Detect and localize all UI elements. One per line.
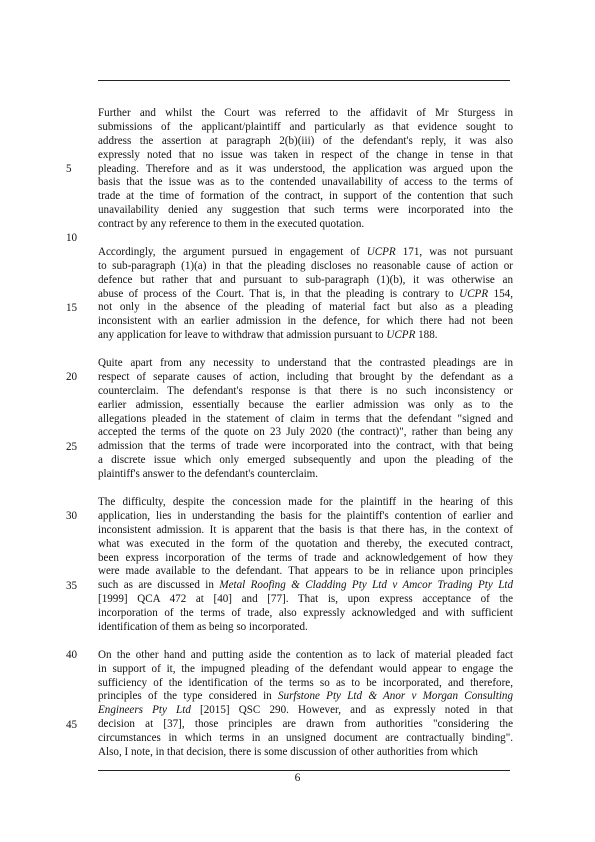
text-line: to sub-paragraph (1)(a) in that the pleading discloses no reasonable cause of action or <box>98 259 513 272</box>
judgment-body <box>98 107 513 760</box>
text-line: any application for leave to withdraw that admission pursuant to UCPR 188. <box>98 329 438 342</box>
paragraph <box>98 496 513 635</box>
text-line: Further and whilst the Court was referred to the affidavit of Mr Sturgess in <box>98 107 513 119</box>
text-line: Quite apart from any necessity to understand that the contrasted pleadings are in <box>98 357 513 370</box>
text-line: been express incorporation of the terms of trade and acknowledgement of how they <box>98 551 513 564</box>
paragraph <box>98 246 513 343</box>
paragraph <box>98 649 513 760</box>
text-line: sufficiency of the identification of the terms so as to be incorporated, and therefore, <box>98 676 513 689</box>
header-rule <box>98 80 510 81</box>
text-line: address the assertion at paragraph 2(b)(iii) of the defendant's reply, it was also <box>98 134 513 147</box>
text-line: such as are discussed in Metal Roofing & Cladding Pty Ltd v Amcor Trading Pty Ltd <box>98 579 514 592</box>
text-line: trade at the time of formation of the contract, in support of the contention that such <box>98 190 513 203</box>
footer-rule <box>98 770 510 771</box>
paragraph <box>98 107 513 232</box>
text-line: allegations pleaded in the statement of claim in terms that the defendant "signed and <box>98 412 513 425</box>
line-number: 45 <box>66 718 78 731</box>
line-number: 40 <box>66 649 78 662</box>
text-line: On the other hand and putting aside the contention as to lack of material pleaded fact <box>98 648 513 661</box>
text-line: circumstances in which terms in an unsigned document are contractually binding". <box>98 732 513 745</box>
text-line: basis that the issue was as to the contended unavailability of access to the terms of <box>98 176 513 189</box>
text-line: principles of the type considered in Surfstone Pty Ltd & Anor v Morgan Consulting <box>98 690 514 703</box>
text-line: inconsistent admission. It is apparent that the basis is that there has, in the context of <box>98 523 513 536</box>
text-line: defence but rather that and pursuant to sub-paragraph (1)(b), it was otherwise an <box>98 273 513 286</box>
line-number: 15 <box>66 301 78 314</box>
text-line: not only in the absence of the pleading of material fact but also as a pleading <box>98 301 513 314</box>
text-line: abuse of process of the Court. That is, in that the pleading is contrary to UCPR 154, <box>98 287 513 300</box>
text-line: expressly noted that no issue was taken in respect of the change in tense in that <box>98 148 513 161</box>
text-line: what was executed in the form of the quotation and thereby, the executed contract, <box>98 537 513 550</box>
text-line: respect of separate causes of action, including that brought by the defendant as a <box>98 370 513 383</box>
text-line: [1999] QCA 472 at [40] and [77]. That is, upon express acceptance of the <box>98 593 513 606</box>
paragraph <box>98 357 513 482</box>
text-line: inconsistent with an earlier admission in the defence, for which there had not been <box>98 315 513 328</box>
text-line: a discrete issue which only emerged subsequently and upon the pleading of the <box>98 454 513 467</box>
text-line: decision at [37], those principles are drawn from authorities "considering the <box>98 718 513 731</box>
text-line: Engineers Pty Ltd [2015] QSC 290. However, and as expressly noted in that <box>98 704 513 717</box>
line-number: 10 <box>66 232 78 245</box>
text-line: earlier admission, essentially because the earlier admission was only as to the <box>98 398 513 411</box>
line-number: 5 <box>66 162 72 175</box>
line-number: 20 <box>66 371 78 384</box>
line-number: 30 <box>66 510 78 523</box>
text-line: counterclaim. The defendant's response is that there is no such inconsistency or <box>98 384 513 397</box>
text-line: admission that the terms of trade were incorporated into the contract, with that being <box>98 440 513 453</box>
text-line: Accordingly, the argument pursued in engagement of UCPR 171, was not pursuant <box>98 245 513 258</box>
text-line: Also, I note, in that decision, there is some discussion of other authorities from which <box>98 745 478 758</box>
text-line: pleading. Therefore and as it was understood, the application was argued upon the <box>98 162 513 175</box>
text-line: submissions of the applicant/plaintiff and particularly as that evidence sought to <box>98 120 513 133</box>
page-number: 6 <box>294 772 301 784</box>
text-line: unavailability denied any suggestion that such terms were incorporated into the <box>98 204 513 217</box>
line-number: 25 <box>66 440 78 453</box>
text-line: in support of it, the impugned pleading of the defendant would appear to engage the <box>98 662 513 675</box>
text-line: accepted the terms of the quote on 23 July 2020 (the contract)", rather than being any <box>98 426 513 439</box>
text-line: identification of them as being so incorporated. <box>98 620 308 633</box>
text-line: were made available to the defendant. That appears to be in reliance upon principles <box>98 565 513 578</box>
line-number: 35 <box>66 579 78 592</box>
text-line: contract by any reference to them in the executed quotation. <box>98 218 365 231</box>
text-line: application, lies in understanding the basis for the plaintiff's contention of earlier and <box>98 509 513 522</box>
text-line: plaintiff's answer to the defendant's counterclaim. <box>98 468 319 481</box>
text-line: incorporation of the terms of trade, also expressly acknowledged and with sufficient <box>98 607 513 620</box>
text-line: The difficulty, despite the concession made for the plaintiff in the hearing of this <box>98 495 513 508</box>
